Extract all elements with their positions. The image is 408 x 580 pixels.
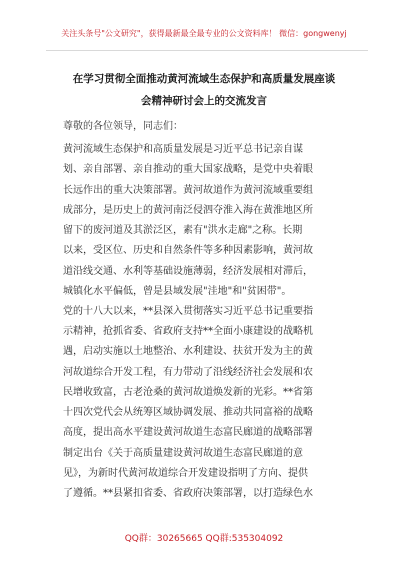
header-divider [46,50,368,51]
footer-contact: QQ群：30265665 QQ群:535304092 [124,534,284,544]
text-line: 河故道综合开发工程，有力带动了沿线经济社会发展和农 [63,366,313,378]
text-line: 党的十八大以来，**县深入贯彻落实习近平总书记重要指 [63,306,313,317]
text-line: 制定出台《关于高质量建设黄河故道生态富民廊道的意 [63,447,303,459]
text-line: 城镇化水平偏低，曾是县域发展"洼地"和"贫困带"。 [63,285,292,297]
body-paragraph-1 [63,140,313,322]
text-line: 留下的废河道及其淤泛区，素有"洪水走廊"之称。长期 [63,225,303,236]
text-line: 划、亲自部署、亲自推动的重大国家战略，是党中央着眼 [63,164,313,176]
body-paragraph-2 [63,322,313,504]
text-line: 黄河流域生态保护和高质量发展是习近平总书记亲自谋 [63,144,303,155]
text-line: 十四次党代会从统筹区域协调发展、推动共同富裕的战略 [63,407,313,418]
text-line: 见》，为新时代黄河故道综合开发建设指明了方向、提供 [63,467,308,479]
text-line: 示精神，抢抓省委、省政府支持**全面小康建设的战略机 [63,326,313,337]
text-line: 了遵循。**县紧扣省委、省政府决策部署，以打造绿色水 [63,488,313,499]
text-line: 遇，启动实施以土地整治、水利建设、扶贫开发为主的黄 [63,346,313,358]
text-line: 道沿线交通、水利等基础设施薄弱，经济发展相对滞后， [63,265,313,277]
text-line: 以来，受区位、历史和自然条件等多种因素影响，黄河故 [63,245,313,257]
greeting: 尊敬的各位领导，同志们： [63,121,183,132]
document-title [40,68,368,112]
title-line: 会精神研讨会上的交流发言 [141,95,267,107]
text-line: 长远作出的重大决策部署。黄河故道作为黄河流域重要组 [63,184,313,196]
text-line: 高度，提出高水平建设黄河故道生态富民廊道的战略部署 [63,427,313,439]
text-line: 成部分，是历史上的黄河南泛侵泗夺淮入海在黄淮地区所 [63,204,313,216]
title-line: 在学习贯彻全面推动黄河流域生态保护和高质量发展座谈 [72,73,336,85]
header-banner: 关注头条号"公文研究"，获得最新最全最专业的公文资料库！ 微信：gongwenyj [61,29,347,38]
text-line: 民增收致富，古老沧桑的黄河故道焕发新的光彩。**省第 [63,386,313,398]
